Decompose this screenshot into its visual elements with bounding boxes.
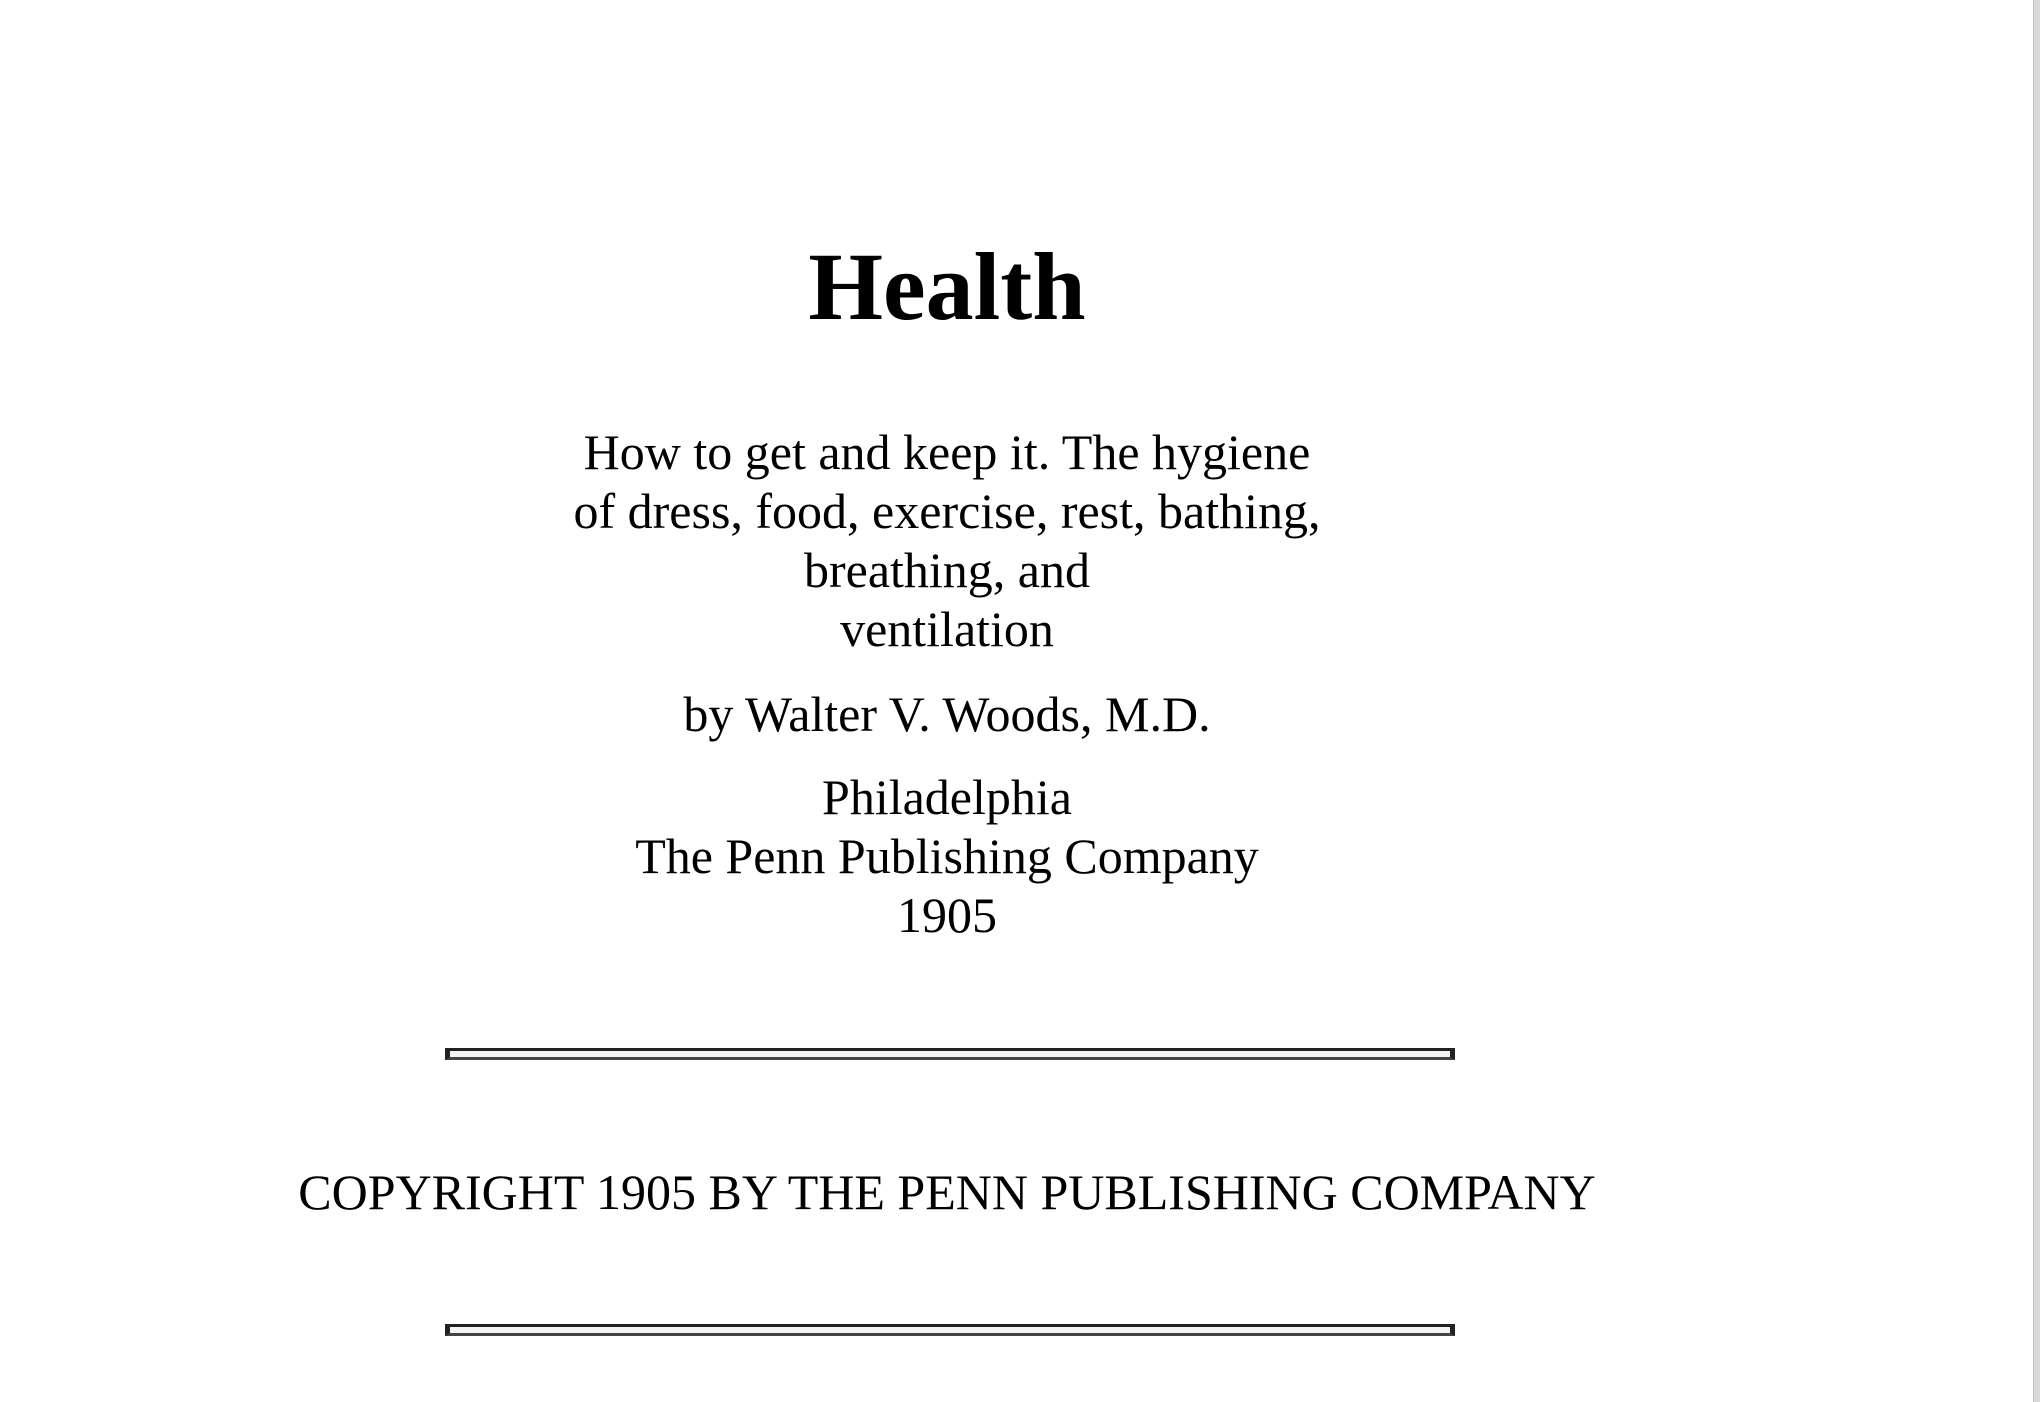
subtitle-line: ventilation [840,601,1054,657]
imprint-publisher: The Penn Publishing Company [635,828,1259,884]
author-line: by Walter V. Woods, M.D. [683,686,1211,742]
book-title: Health [808,233,1086,340]
horizontal-rule-top [445,1048,1455,1060]
book-subtitle [0,423,1894,659]
imprint-year: 1905 [897,887,997,943]
subtitle-line: How to get and keep it. The hygiene [583,424,1311,480]
imprint-block [0,768,1894,945]
subtitle-line: breathing, and [803,542,1090,598]
copyright-notice: COPYRIGHT 1905 BY THE PENN PUBLISHING COMPANY [298,1164,1596,1220]
horizontal-rule-bottom [445,1324,1455,1336]
subtitle-line: of dress, food, exercise, rest, bathing, [573,483,1321,539]
window-right-edge [2033,0,2040,1402]
imprint-place: Philadelphia [822,769,1072,825]
